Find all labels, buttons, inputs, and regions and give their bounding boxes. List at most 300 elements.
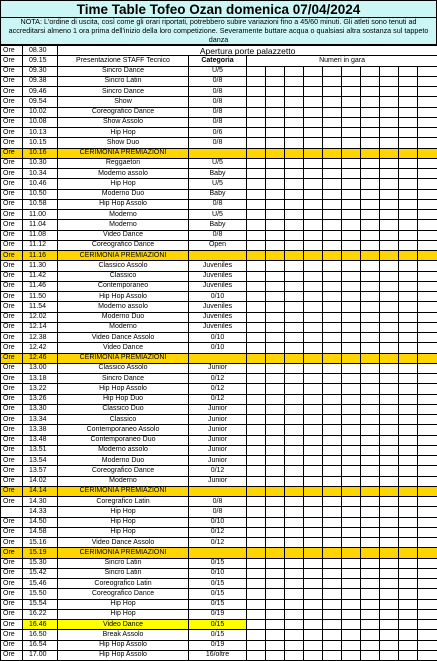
ore-label: Ore [1,312,23,322]
number-cell [247,128,266,138]
time-cell: 13.30 [23,404,58,414]
number-cell [418,609,437,619]
number-cell [342,148,361,158]
number-cell [361,169,380,179]
time-cell: 11.00 [23,210,58,220]
number-cell [380,650,399,660]
category-cell: Junior [189,415,247,425]
category-cell: Juveniles [189,261,247,271]
ore-label: Ore [1,538,23,548]
category-cell: 0/12 [189,466,247,476]
table-row [1,384,437,394]
ore-label: Ore [1,240,23,250]
number-cell [342,87,361,97]
number-cell [361,87,380,97]
table-row [1,46,437,56]
time-cell: 11.08 [23,230,58,240]
number-cell [380,189,399,199]
ore-label: Ore [1,128,23,138]
time-cell: 13.22 [23,384,58,394]
number-cell [380,312,399,322]
number-cell [266,128,285,138]
number-cell [399,312,418,322]
number-cell [266,240,285,250]
number-cell [247,415,266,425]
number-cell [380,261,399,271]
number-cell [361,261,380,271]
ore-label: Ore [1,589,23,599]
number-cell [285,620,304,630]
number-cell [323,76,342,86]
time-cell: 15.54 [23,599,58,609]
number-cell [342,538,361,548]
award-ceremony-cell: CERIMONIA PREMIAZIONI [58,148,189,158]
event-cell: Moderno assolo [58,302,189,312]
table-row [1,138,437,148]
number-cell [247,220,266,230]
number-cell [247,312,266,322]
category-cell: 0/10 [189,517,247,527]
number-cell [285,199,304,209]
number-cell [323,507,342,517]
number-cell [266,261,285,271]
event-cell: Moderno [58,476,189,486]
ore-label: Ore [1,456,23,466]
number-cell [266,466,285,476]
number-cell [247,251,266,261]
number-cell [266,486,285,496]
number-cell [285,230,304,240]
number-cell [342,456,361,466]
number-cell [247,261,266,271]
time-cell: 15.19 [23,548,58,558]
number-cell [285,476,304,486]
number-cell [380,343,399,353]
award-ceremony-cell: CERIMONIA PREMIAZIONI [58,486,189,496]
number-cell [380,271,399,281]
number-cell [418,117,437,127]
number-cell [304,640,323,650]
category-cell: 0/12 [189,374,247,384]
column-header-numbers: Numeri in gara [247,56,437,66]
number-cell [247,466,266,476]
number-cell [361,568,380,578]
number-cell [418,435,437,445]
time-cell: 11.50 [23,292,58,302]
ore-label: Ore [1,199,23,209]
number-cell [247,486,266,496]
number-cell [361,251,380,261]
ore-label: Ore [1,302,23,312]
table-row [1,640,437,650]
category-cell: Juveniles [189,281,247,291]
number-cell [285,148,304,158]
category-cell [189,548,247,558]
number-cell [380,302,399,312]
category-cell: 0/8 [189,87,247,97]
number-cell [361,117,380,127]
number-cell [361,507,380,517]
event-cell: Coreografico Dance [58,240,189,250]
number-cell [380,148,399,158]
number-cell [266,640,285,650]
number-cell [380,240,399,250]
number-cell [266,251,285,261]
table-row [1,261,437,271]
ore-label: Ore [1,76,23,86]
number-cell [399,281,418,291]
number-cell [247,189,266,199]
event-cell: Contemporaneo Duo [58,435,189,445]
number-cell [361,394,380,404]
ore-label: Ore [1,650,23,660]
number-cell [342,640,361,650]
ore-label: Ore [1,56,23,66]
number-cell [342,650,361,660]
event-cell: Hip Hop [58,179,189,189]
number-cell [285,517,304,527]
number-cell [247,281,266,291]
number-cell [399,66,418,76]
event-cell: Sincro Latin [58,76,189,86]
time-cell: 16.50 [23,630,58,640]
number-cell [266,138,285,148]
event-cell: Contemporaneo Assolo [58,425,189,435]
event-cell: Show [58,97,189,107]
number-cell [304,404,323,414]
ore-label: Ore [1,404,23,414]
number-cell [323,609,342,619]
number-cell [342,548,361,558]
time-cell: 15.42 [23,568,58,578]
number-cell [361,220,380,230]
ore-label: Ore [1,107,23,117]
number-cell [361,363,380,373]
number-cell [266,650,285,660]
number-cell [418,374,437,384]
number-cell [247,384,266,394]
time-cell: 15.50 [23,589,58,599]
number-cell [418,128,437,138]
number-cell [418,517,437,527]
number-cell [266,620,285,630]
number-cell [323,261,342,271]
category-cell: U/5 [189,210,247,220]
number-cell [304,384,323,394]
number-cell [266,415,285,425]
number-cell [342,374,361,384]
table-row [1,292,437,302]
category-cell: 16/oltre [189,650,247,660]
number-cell [399,97,418,107]
category-cell: Baby [189,189,247,199]
number-cell [323,87,342,97]
number-cell [342,404,361,414]
number-cell [399,107,418,117]
number-cell [418,415,437,425]
number-cell [342,466,361,476]
number-cell [247,579,266,589]
number-cell [247,333,266,343]
number-cell [285,507,304,517]
number-cell [304,261,323,271]
number-cell [399,394,418,404]
number-cell [361,240,380,250]
number-cell [361,476,380,486]
category-cell: Baby [189,169,247,179]
number-cell [399,384,418,394]
number-cell [418,97,437,107]
ore-label: Ore [1,599,23,609]
number-cell [285,281,304,291]
number-cell [285,497,304,507]
number-cell [266,220,285,230]
category-cell: U/5 [189,158,247,168]
number-cell [342,312,361,322]
number-cell [247,87,266,97]
number-cell [285,394,304,404]
number-cell [323,579,342,589]
number-cell [304,271,323,281]
ore-label: Ore [1,220,23,230]
table-row [1,230,437,240]
event-cell: Moderno assolo [58,445,189,455]
number-cell [323,271,342,281]
number-cell [418,353,437,363]
category-cell: U/5 [189,179,247,189]
number-cell [304,76,323,86]
category-cell: 0/12 [189,527,247,537]
number-cell [418,261,437,271]
number-cell [285,97,304,107]
number-cell [380,374,399,384]
event-cell: Coreografico Dance [58,589,189,599]
number-cell [323,210,342,220]
number-cell [304,302,323,312]
ore-label: Ore [1,87,23,97]
table-row [1,189,437,199]
number-cell [285,609,304,619]
number-cell [399,425,418,435]
table-row [1,599,437,609]
number-cell [285,486,304,496]
number-cell [342,415,361,425]
category-cell: 0/8 [189,138,247,148]
number-cell [266,292,285,302]
time-cell: 13.57 [23,466,58,476]
number-cell [361,179,380,189]
number-cell [342,568,361,578]
number-cell [399,251,418,261]
number-cell [399,456,418,466]
schedule-rows [1,46,437,661]
time-cell: 10.58 [23,199,58,209]
number-cell [342,486,361,496]
category-cell: 0/8 [189,199,247,209]
number-cell [323,117,342,127]
time-cell: 13.26 [23,394,58,404]
number-cell [285,169,304,179]
number-cell [266,579,285,589]
number-cell [323,466,342,476]
number-cell [399,538,418,548]
category-cell: 0/12 [189,538,247,548]
number-cell [399,117,418,127]
ore-label: Ore [1,609,23,619]
number-cell [399,374,418,384]
category-cell: Junior [189,445,247,455]
number-cell [380,507,399,517]
number-cell [285,435,304,445]
number-cell [380,548,399,558]
number-cell [266,456,285,466]
number-cell [285,210,304,220]
number-cell [247,517,266,527]
number-cell [266,394,285,404]
number-cell [342,517,361,527]
number-cell [361,404,380,414]
number-cell [266,374,285,384]
number-cell [247,589,266,599]
category-cell: Juveniles [189,271,247,281]
time-cell: 16.46 [23,620,58,630]
number-cell [285,292,304,302]
ore-label [1,507,23,517]
number-cell [304,620,323,630]
number-cell [418,66,437,76]
table-row [1,107,437,117]
ore-label: Ore [1,476,23,486]
table-row [1,210,437,220]
number-cell [380,476,399,486]
category-cell: Juveniles [189,322,247,332]
number-cell [266,609,285,619]
number-cell [285,374,304,384]
ore-label: Ore [1,630,23,640]
number-cell [247,138,266,148]
table-row [1,568,437,578]
number-cell [399,589,418,599]
time-cell: 10.30 [23,158,58,168]
table-row [1,148,437,158]
number-cell [247,271,266,281]
table-row [1,128,437,138]
number-cell [266,497,285,507]
number-cell [418,148,437,158]
number-cell [285,240,304,250]
number-cell [304,456,323,466]
number-cell [285,179,304,189]
category-cell: Junior [189,425,247,435]
table-row [1,548,437,558]
number-cell [399,476,418,486]
number-cell [266,158,285,168]
number-cell [361,415,380,425]
time-cell: 14.02 [23,476,58,486]
number-cell [399,189,418,199]
ore-label: Ore [1,384,23,394]
table-row [1,302,437,312]
number-cell [418,230,437,240]
number-cell [323,251,342,261]
number-cell [247,445,266,455]
number-cell [304,169,323,179]
number-cell [399,527,418,537]
number-cell [399,517,418,527]
number-cell [247,394,266,404]
number-cell [247,456,266,466]
time-cell: 15.30 [23,558,58,568]
number-cell [266,538,285,548]
ore-label: Ore [1,281,23,291]
event-cell: Classico Assolo [58,363,189,373]
number-cell [418,527,437,537]
number-cell [380,404,399,414]
number-cell [247,609,266,619]
number-cell [266,302,285,312]
number-cell [380,169,399,179]
number-cell [323,158,342,168]
number-cell [380,435,399,445]
number-cell [342,66,361,76]
number-cell [380,394,399,404]
number-cell [342,476,361,486]
number-cell [342,425,361,435]
number-cell [304,415,323,425]
number-cell [247,199,266,209]
table-row [1,374,437,384]
event-cell: Video Dance [58,230,189,240]
number-cell [418,640,437,650]
ore-label: Ore [1,189,23,199]
number-cell [418,497,437,507]
number-cell [399,568,418,578]
number-cell [380,497,399,507]
number-cell [247,353,266,363]
category-cell: U/5 [189,66,247,76]
number-cell [399,353,418,363]
table-row [1,425,437,435]
number-cell [418,384,437,394]
number-cell [323,548,342,558]
event-cell: Moderno Duo [58,312,189,322]
number-cell [361,210,380,220]
time-cell: 13.00 [23,363,58,373]
number-cell [247,363,266,373]
number-cell [266,97,285,107]
ore-label: Ore [1,579,23,589]
ore-label: Ore [1,435,23,445]
number-cell [380,199,399,209]
number-cell [304,353,323,363]
number-cell [380,292,399,302]
table-row [1,609,437,619]
table-row [1,322,437,332]
number-cell [323,281,342,291]
time-cell: 11.54 [23,302,58,312]
time-cell: 09.38 [23,76,58,86]
number-cell [247,558,266,568]
number-cell [361,312,380,322]
event-cell: Hip Hop [58,507,189,517]
ore-label: Ore [1,333,23,343]
table-row [1,445,437,455]
number-cell [361,384,380,394]
ore-label: Ore [1,179,23,189]
number-cell [266,87,285,97]
ore-label: Ore [1,527,23,537]
time-cell: 11.12 [23,240,58,250]
